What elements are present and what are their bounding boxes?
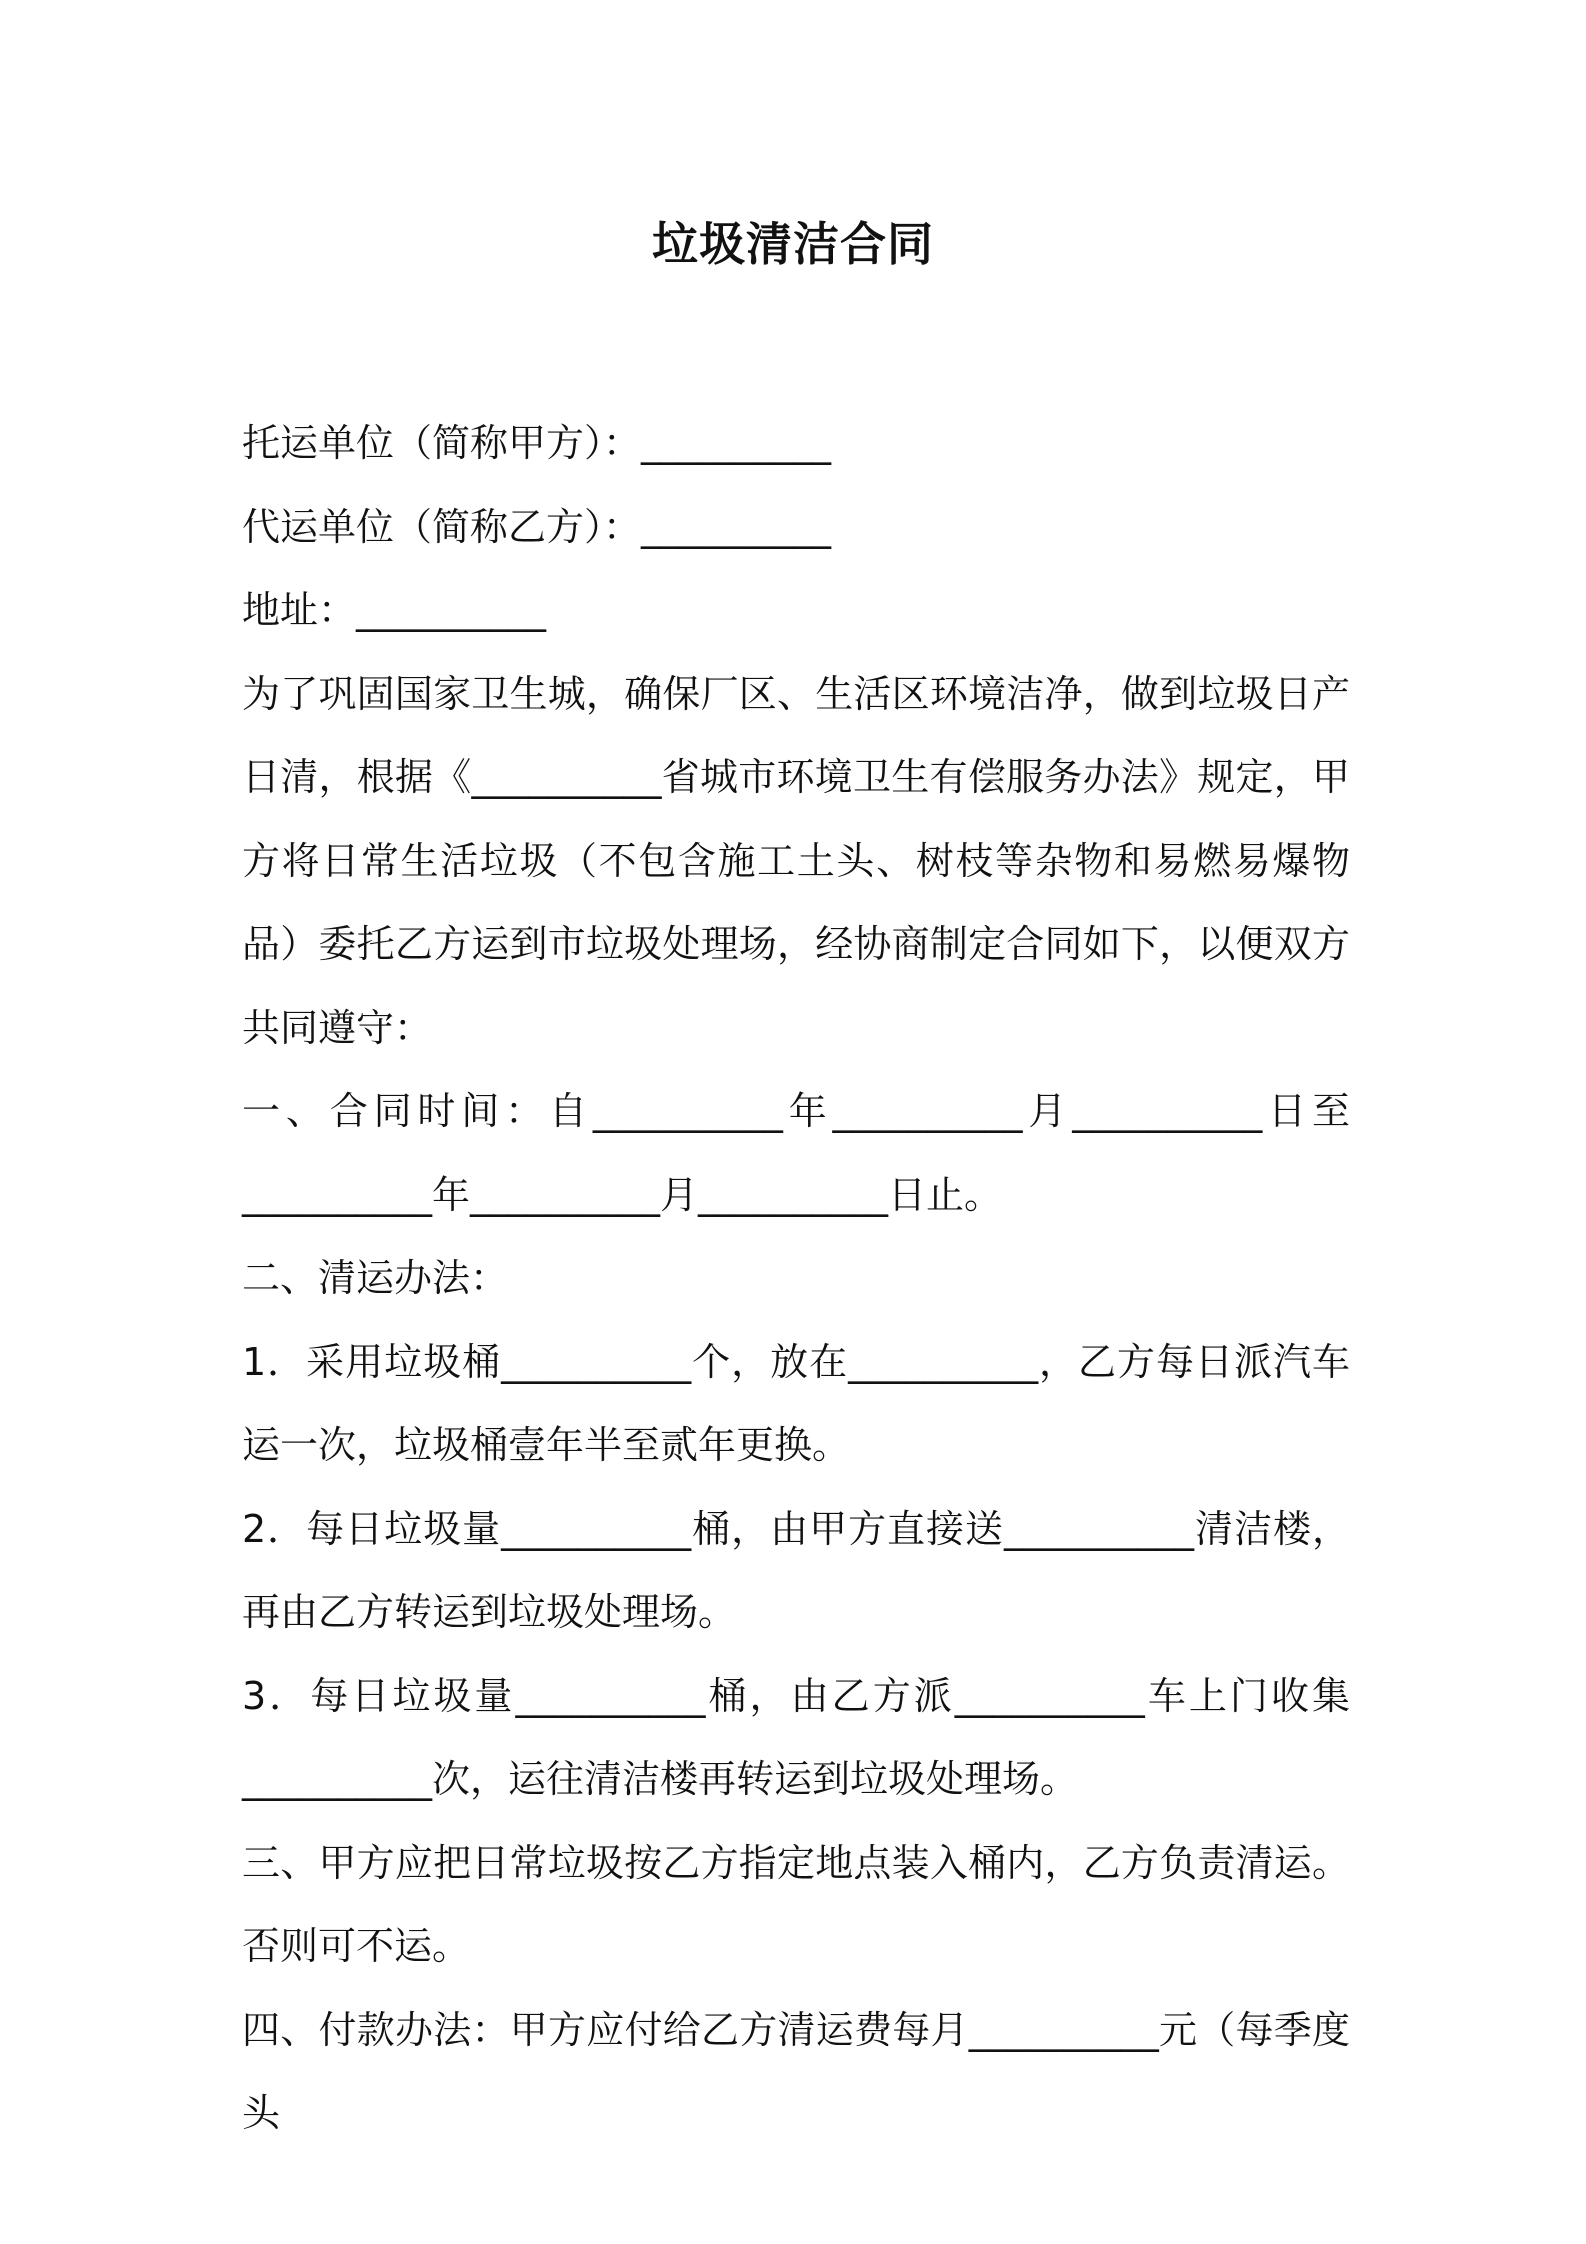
paragraph-consignor: 托运单位（简称甲方）：__________: [242, 421, 832, 465]
paragraph-clause-3: 三、甲方应把日常垃圾按乙方指定地点装入桶内，乙方负责清运。否则可不运。: [242, 1840, 1350, 1968]
document-body: [242, 402, 1350, 2156]
paragraph-contract-period: 一、合同时间：自__________年__________月__________日至__________年__________月__________日止。: [242, 1089, 1350, 1217]
paragraph-preamble: 为了巩固国家卫生城，确保厂区、生活区环境洁净，做到垃圾日产日清，根据《__________省城市环境卫生有偿服务办法》规定，甲方将日常生活垃圾（不包含施工土头、树枝等杂物和易燃易爆物品）委托乙方运到市垃圾处理场，经协商制定合同如下，以便双方共同遵守：: [242, 671, 1350, 1050]
paragraph-payment: 四、付款办法：甲方应付给乙方清运费每月__________元（每季度头: [242, 2007, 1350, 2135]
paragraph-carrier: 代运单位（简称乙方）：__________: [242, 504, 832, 549]
paragraph-address: 地址：__________: [242, 588, 547, 632]
paragraph-method-1: 1．采用垃圾桶__________个，放在__________，乙方每日派汽车运一次，垃圾桶壹年半至贰年更换。: [242, 1339, 1350, 1467]
paragraph-method-3: 3．每日垃圾量__________桶，由乙方派__________车上门收集__________次，运往清洁楼再转运到垃圾处理场。: [242, 1673, 1350, 1801]
paragraph-method-heading: 二、清运办法：: [242, 1256, 509, 1300]
document-title: 垃圾清洁合同: [652, 217, 934, 271]
paragraph-method-2: 2．每日垃圾量__________桶，由甲方直接送__________清洁楼，再由乙方转运到垃圾处理场。: [242, 1506, 1350, 1634]
